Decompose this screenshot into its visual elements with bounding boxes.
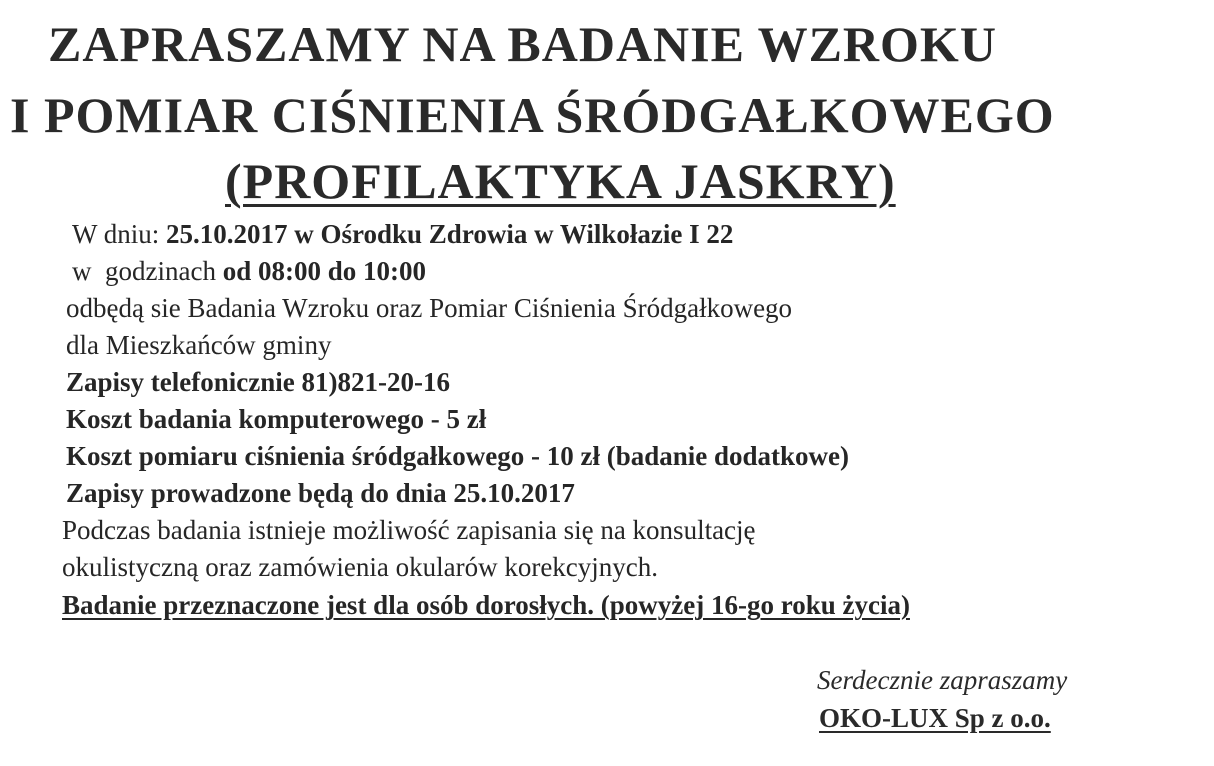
title-line-1: ZAPRASZAMY NA BADANIE WZROKU [48,16,997,72]
hours-line [72,255,426,287]
registration-deadline: Zapisy prowadzone będą do dnia 25.10.2017 [66,478,575,508]
phone-registration: Zapisy telefonicznie 81)821-20-16 [66,367,450,397]
cost-pressure-exam: Koszt pomiaru ciśnienia śródgałkowego - 10 zł (badanie dodatkowe) [66,441,850,471]
company-name: OKO-LUX Sp z o.o. [819,703,1051,733]
hours-prefix: w godzinach [72,256,223,286]
description-line-1: odbędą sie Badania Wzroku oraz Pomiar Ciśnienia Śródgałkowego [66,293,793,323]
date-prefix: W dniu: [72,219,166,249]
adults-only-notice: Badanie przeznaczone jest dla osób dorosłych. (powyżej 16-go roku życia) [62,590,910,620]
date-location-line [72,218,733,250]
consultation-line-1: Podczas badania istnieje możliwość zapisania się na konsultację [62,515,756,545]
title-line-2: I POMIAR CIŚNIENIA ŚRÓDGAŁKOWEGO [10,87,1055,143]
cost-computer-exam: Koszt badania komputerowego - 5 zł [66,404,487,434]
signoff: Serdecznie zapraszamy [817,665,1068,695]
consultation-line-2: okulistyczną oraz zamówienia okularów korekcyjnych. [62,552,659,582]
description-line-2: dla Mieszkańców gminy [66,330,332,360]
title-line-3: (PROFILAKTYKA JASKRY) [225,153,896,209]
date-location: 25.10.2017 w Ośrodku Zdrowia w Wilkołazie I 22 [166,219,734,249]
hours-value: od 08:00 do 10:00 [222,256,426,286]
